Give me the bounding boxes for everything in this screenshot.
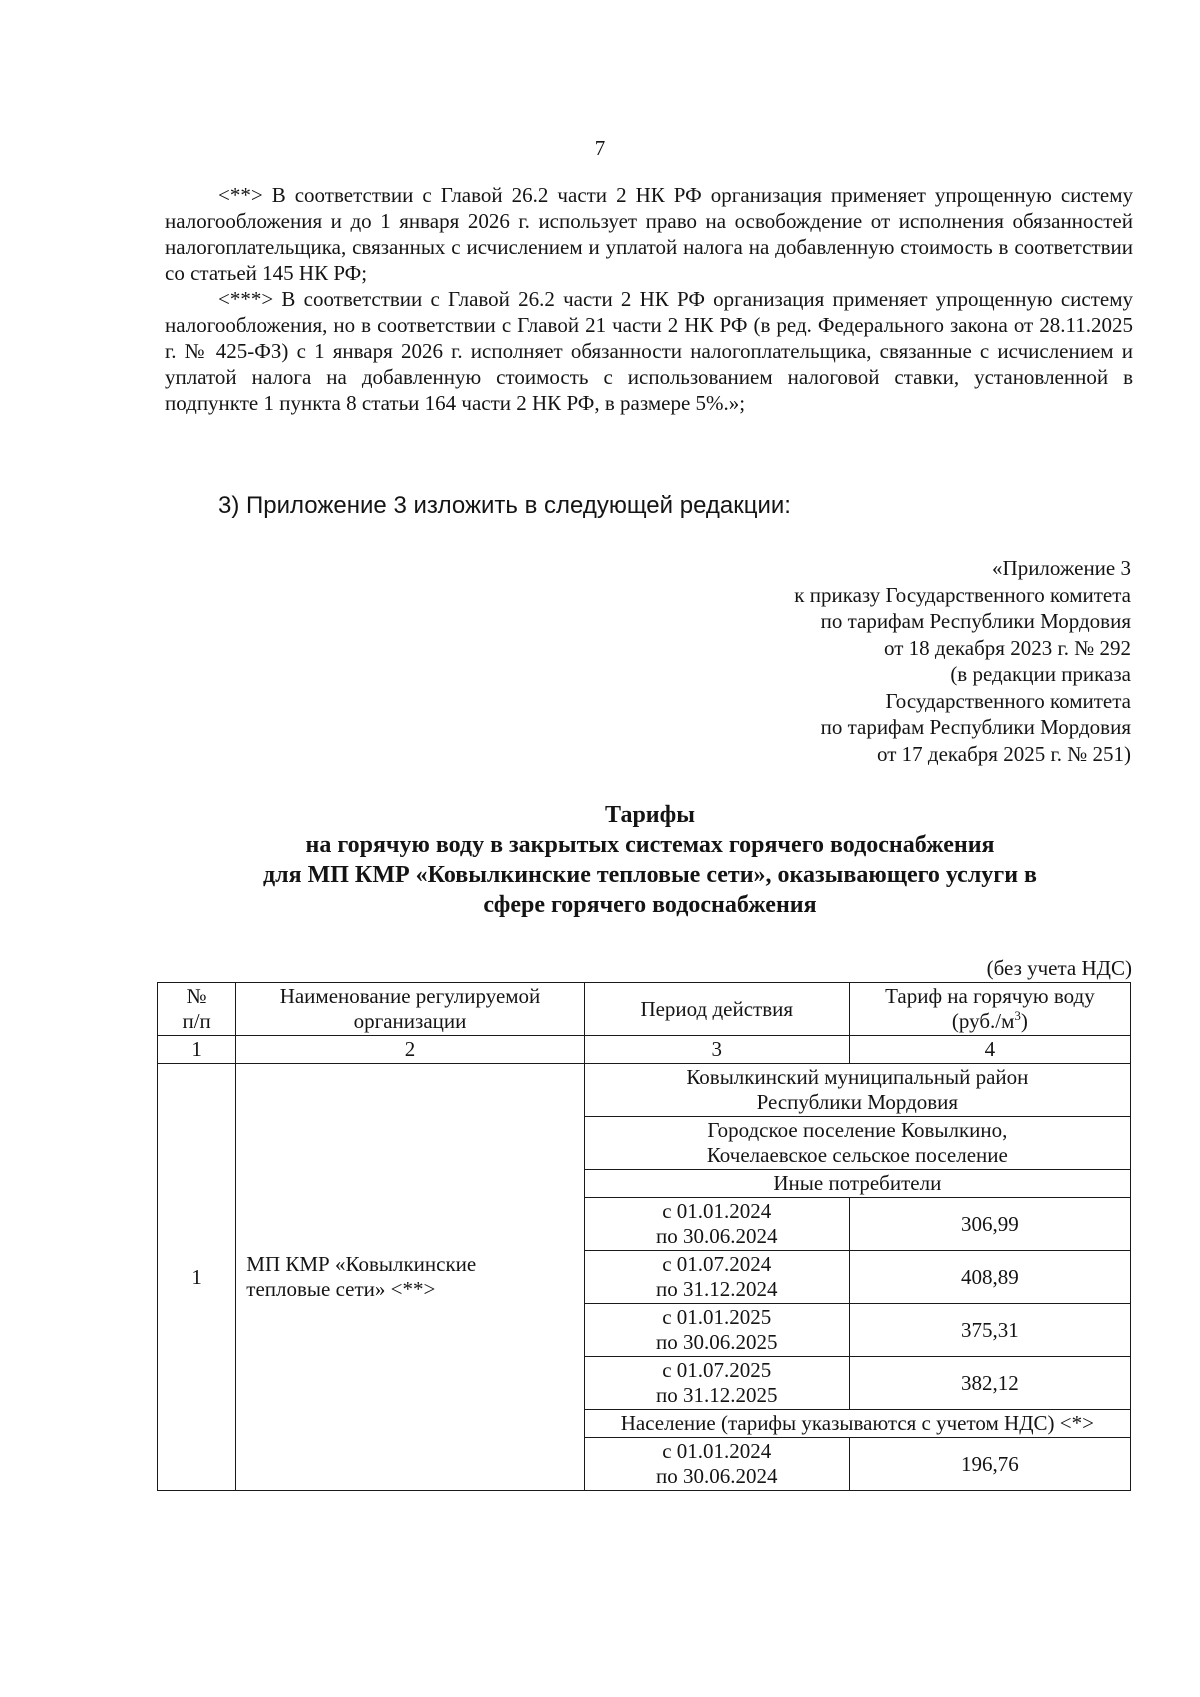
- period-to: по 31.12.2025: [656, 1383, 778, 1407]
- row-number: 1: [158, 1064, 236, 1491]
- district-line: Ковылкинский муниципальный район: [686, 1065, 1029, 1089]
- page-number: 7: [594, 136, 606, 160]
- header-tariff: [849, 983, 1130, 1036]
- period-cell: [584, 1251, 849, 1304]
- column-number: 3: [584, 1036, 849, 1064]
- tariff-value: 375,31: [849, 1304, 1130, 1357]
- table-header-row: [158, 983, 1131, 1036]
- period-to: по 30.06.2024: [656, 1464, 778, 1488]
- header-organization-line: Наименование регулируемой: [279, 984, 541, 1008]
- group-label-population: Население (тарифы указываются с учетом НДС) <*>: [584, 1410, 1130, 1438]
- document-title: [150, 800, 1150, 920]
- title-line: сфере горячего водоснабжения: [483, 892, 817, 918]
- period-from: с 01.07.2025: [662, 1358, 772, 1382]
- tariff-value: 382,12: [849, 1357, 1130, 1410]
- period-from: с 01.01.2025: [662, 1305, 772, 1329]
- district-line: Республики Мордовия: [756, 1090, 959, 1114]
- group-label-other: Иные потребители: [584, 1170, 1130, 1198]
- period-cell: [584, 1357, 849, 1410]
- tariff-table: [157, 982, 1131, 1491]
- tariff-value: 196,76: [849, 1438, 1130, 1491]
- header-tariff-line: Тариф на горячую воду: [885, 984, 1095, 1008]
- header-organization-line: организации: [353, 1009, 467, 1033]
- footnote-triple-star: <***> В соответствии с Главой 26.2 части 2 НК РФ организация применяет упрощенную систему налогообложения, но в соответствии с Главой 21 части 2 НК РФ (в ред. Федерального закона от 28.11.2025 г. № 425-ФЗ) с 1 января 2026 г. исполняет обязанности налогоплательщика, связанные с исчислением и уплатой налога на добавленную стоимость с использованием налоговой ставки, установленной в подпункте 1 пункта 8 статьи 164 части 2 НК РФ, в размере 5%.»;: [165, 287, 1133, 415]
- title-line: Тарифы: [605, 802, 695, 828]
- header-organization: [236, 983, 584, 1036]
- appendix-line: (в редакции приказа: [950, 662, 1131, 686]
- period-cell: [584, 1304, 849, 1357]
- period-to: по 30.06.2025: [656, 1330, 778, 1354]
- footnotes: [165, 182, 1133, 416]
- settlement-line: Кочелаевское сельское поселение: [706, 1143, 1008, 1167]
- unit-superscript: 3: [1014, 1008, 1021, 1023]
- appendix-line: Государственного комитета: [885, 688, 1131, 713]
- tariff-value: 408,89: [849, 1251, 1130, 1304]
- appendix-line: по тарифам Республики Мордовия: [820, 715, 1131, 739]
- appendix-line: от 18 декабря 2023 г. № 292: [884, 635, 1131, 660]
- appendix-line: от 17 декабря 2025 г. № 251): [877, 741, 1131, 766]
- header-number-line: №: [186, 984, 207, 1008]
- settlement-line: Городское поселение Ковылкино,: [707, 1118, 1008, 1142]
- appendix-line: по тарифам Республики Мордовия: [820, 609, 1131, 633]
- settlement-label: [584, 1117, 1130, 1170]
- header-number: [158, 983, 236, 1036]
- column-number-row: [158, 1036, 1131, 1064]
- organization-name: [236, 1064, 584, 1491]
- unit-close: ): [1020, 1009, 1028, 1033]
- tariff-value: 306,99: [849, 1198, 1130, 1251]
- appendix-line: к приказу Государственного комитета: [794, 582, 1131, 607]
- title-line: на горячую воду в закрытых системах горячего водоснабжения: [305, 832, 995, 858]
- organization-name-line: МП КМР «Ковылкинские: [246, 1252, 477, 1276]
- unit-note: (без учета НДС): [986, 956, 1132, 980]
- column-number: 1: [158, 1036, 236, 1064]
- column-number: 4: [849, 1036, 1130, 1064]
- unit-base: (руб./м: [951, 1009, 1015, 1033]
- item-3-instruction: 3) Приложение 3 изложить в следующей редакции:: [218, 492, 791, 519]
- period-from: с 01.07.2024: [662, 1252, 772, 1276]
- title-line: для МП КМР «Ковылкинские тепловые сети», оказывающего услуги в: [263, 862, 1037, 888]
- appendix-line: «Приложение 3: [992, 556, 1131, 580]
- period-cell: [584, 1198, 849, 1251]
- footnote-double-star: <**> В соответствии с Главой 26.2 части 2 НК РФ организация применяет упрощенную систему налогообложения и до 1 января 2026 г. использует право на освобождение от исполнения обязанностей налогоплательщика, связанных с исчислением и уплатой налога на добавленную стоимость в соответствии со статьей 145 НК РФ;: [165, 183, 1133, 285]
- period-from: с 01.01.2024: [662, 1199, 772, 1223]
- header-number-line: п/п: [182, 1009, 211, 1033]
- district-row: [158, 1064, 1131, 1117]
- period-from: с 01.01.2024: [662, 1439, 772, 1463]
- column-number: 2: [236, 1036, 584, 1064]
- period-to: по 31.12.2024: [656, 1277, 778, 1301]
- period-cell: [584, 1438, 849, 1491]
- header-period: Период действия: [584, 983, 849, 1036]
- period-to: по 30.06.2024: [656, 1224, 778, 1248]
- header-tariff-unit: [854, 1009, 1126, 1034]
- organization-name-line: тепловые сети» <**>: [246, 1277, 436, 1301]
- appendix-header: [591, 555, 1131, 767]
- district-label: [584, 1064, 1130, 1117]
